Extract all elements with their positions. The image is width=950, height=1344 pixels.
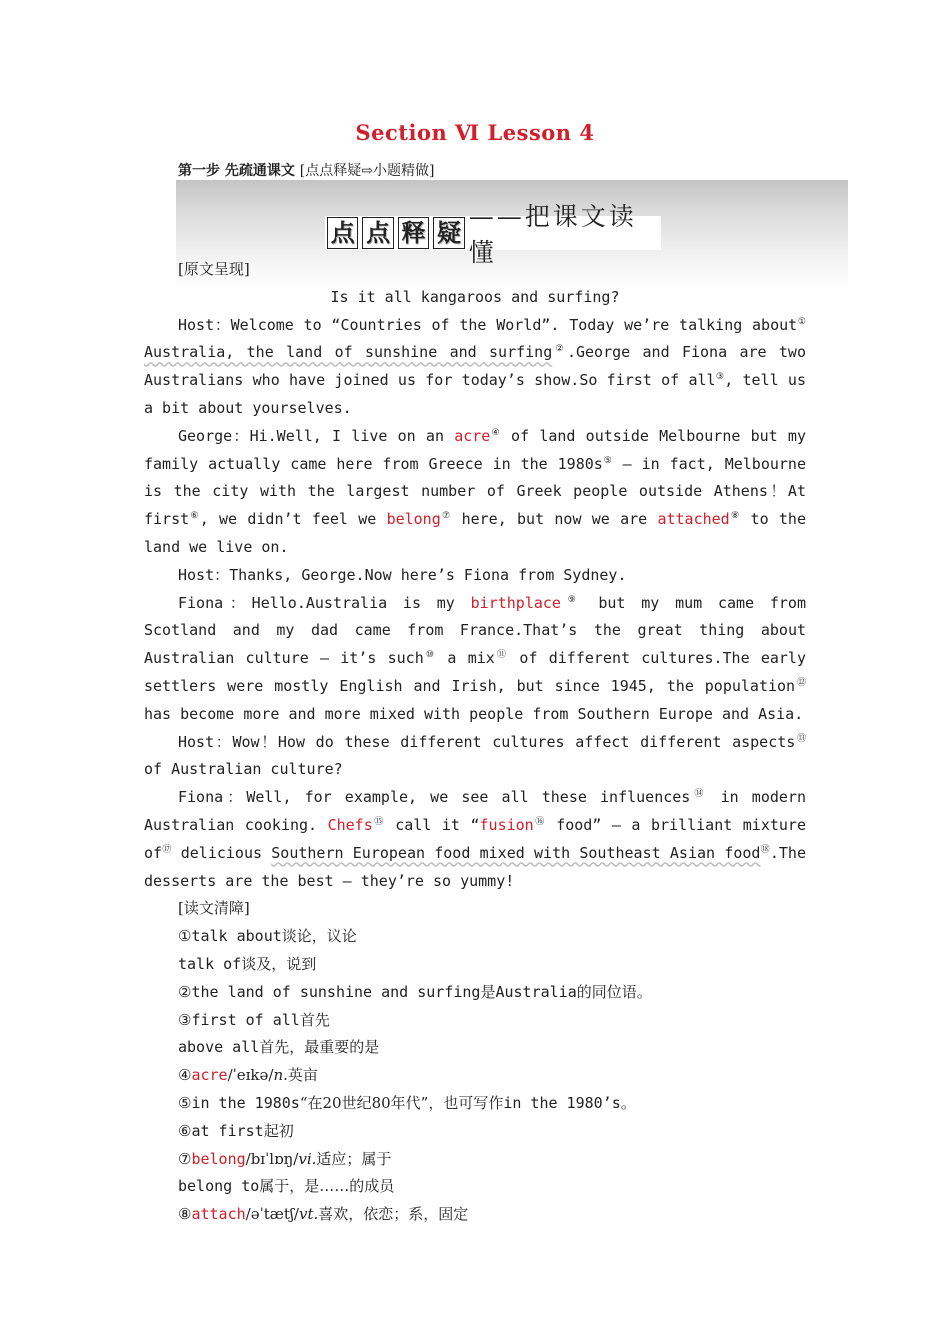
annotation-mark: ① xyxy=(797,316,806,327)
paragraph-fiona-1 xyxy=(144,590,806,729)
note-meaning: 起初 xyxy=(263,1121,294,1140)
text-span: a mix xyxy=(436,649,495,668)
phonetic: /ˈeɪkə/ xyxy=(227,1066,274,1085)
text-span: Fiona：Hello.Australia is my xyxy=(178,593,471,612)
note-item xyxy=(144,1090,806,1118)
note-term: Australia xyxy=(495,982,577,1001)
note-meaning: 的同位语。 xyxy=(576,982,652,1001)
text-span: here, but now we are xyxy=(451,510,658,529)
text-span: Host：Welcome to “Countries of the World”. Today we’re talking about xyxy=(178,315,798,334)
note-item xyxy=(144,1201,806,1229)
annotation-mark: ⑮ xyxy=(372,816,385,827)
annotation-mark: ⑪ xyxy=(494,650,509,661)
note-term: talk of xyxy=(178,954,242,973)
note-meaning: 英亩 xyxy=(287,1066,318,1085)
note-term: in the 1980s xyxy=(191,1093,300,1112)
highlight-word: fusion xyxy=(479,815,534,834)
note-term: belong to xyxy=(178,1177,260,1196)
note-meaning: 。 xyxy=(620,1093,636,1112)
note-marker: ⑤ xyxy=(178,1093,192,1112)
text-span: , we didn’t feel we xyxy=(199,510,387,529)
annotation-mark: ⑭ xyxy=(690,789,708,800)
annotation-mark: ⑦ xyxy=(440,511,452,522)
annotation-mark: ⑧ xyxy=(729,511,741,522)
annotation-mark: ⑨ xyxy=(560,594,583,605)
note-term: first of all xyxy=(191,1010,300,1029)
text-span: , tell us a bit about yourselves. xyxy=(144,371,806,417)
annotation-mark: ⑫ xyxy=(795,677,806,688)
note-item xyxy=(144,923,806,951)
note-item xyxy=(144,1118,806,1146)
underlined-phrase: Southern European food mixed with Southeast Asian food xyxy=(271,843,761,862)
text-span: has become more and more mixed with people from Southern Europe and Asia. xyxy=(144,704,804,723)
note-meaning: 喜欢，依恋；系，固定 xyxy=(318,1205,469,1224)
annotation-mark: ⑩ xyxy=(423,650,437,661)
highlight-word: birthplace xyxy=(470,593,561,612)
note-term: attach xyxy=(191,1205,246,1224)
note-marker: ② xyxy=(178,982,192,1001)
text-span: in modern Australian cooking. xyxy=(144,788,806,834)
annotation-mark: ⑥ xyxy=(189,511,200,522)
text-span: Host：Wow！How do these different cultures affect different aspects xyxy=(178,732,796,751)
banner-char: 疑 xyxy=(433,217,464,249)
paragraph-fiona-2 xyxy=(144,784,806,895)
note-term: belong xyxy=(191,1149,246,1168)
text-span: call it “ xyxy=(384,815,480,834)
annotation-mark: ⑬ xyxy=(795,733,806,744)
note-marker: ⑦ xyxy=(178,1149,192,1168)
text-span: of Australian culture? xyxy=(144,760,343,779)
text-span: delicious xyxy=(171,843,272,862)
annotation-mark: ② xyxy=(552,344,567,355)
page-title: Section Ⅵ Lesson 4 xyxy=(355,120,595,145)
banner-text: ——把课文读懂 xyxy=(468,202,637,267)
text-span: but my mum came from Scotland and my dad came from France.That’s the great thing about Australian culture — it’s such xyxy=(144,593,806,668)
text-span: to the land we live on. xyxy=(144,510,806,556)
note-meaning: 是 xyxy=(480,982,496,1001)
text-span: .George and Fiona are two Australians who have joined us for today’s show.So first of all xyxy=(144,343,806,390)
note-marker: ① xyxy=(178,927,192,946)
step-label: 第一步 先疏通课文 xyxy=(178,163,295,179)
banner-char: 点 xyxy=(362,217,393,249)
reading-notes-label: [读文清障] xyxy=(178,899,250,918)
original-text-label: [原文呈现] xyxy=(178,260,250,278)
underlined-phrase: Australia, the land of sunshine and surfing xyxy=(144,343,553,362)
note-item xyxy=(144,1173,806,1201)
banner-char: 释 xyxy=(398,217,429,249)
annotation-mark: ⑱ xyxy=(760,844,770,855)
step-bracket: [点点释疑⇨小题精做] xyxy=(299,163,435,179)
annotation-mark: ③ xyxy=(715,372,725,383)
text-span: of land outside Melbourne but my family actually came here from Greece in the 1980s xyxy=(144,426,806,473)
passage-heading: Is it all kangaroos and surfing? xyxy=(330,287,620,306)
note-item xyxy=(144,951,806,979)
annotation-mark: ⑰ xyxy=(162,844,172,855)
note-marker: ⑧ xyxy=(178,1205,192,1224)
note-item xyxy=(144,1062,806,1090)
highlight-word: Chefs xyxy=(327,815,373,834)
annotation-mark: ④ xyxy=(490,427,501,438)
text-span: George：Hi.Well, I live on an xyxy=(178,426,455,445)
note-item xyxy=(144,1007,806,1035)
highlight-word: attached xyxy=(657,510,730,529)
text-span: of different cultures.The early settlers were mostly English and Irish, but since 1945, the population xyxy=(144,649,806,695)
note-item xyxy=(144,1146,806,1174)
note-term: acre xyxy=(191,1066,228,1085)
lesson-content xyxy=(144,256,806,1229)
note-meaning: 谈论，议论 xyxy=(281,927,357,946)
note-item xyxy=(144,1034,806,1062)
paragraph-host-2: Host：Thanks, George.Now here’s Fiona from Sydney. xyxy=(178,565,627,584)
text-span: food” — a brilliant mixture of xyxy=(144,815,806,862)
part-of-speech: vi. xyxy=(298,1149,317,1168)
note-meaning: 首先，最重要的是 xyxy=(259,1038,380,1057)
text-span: — in fact, Melbourne is the city with the largest number of Greek people outside Athens！At first xyxy=(144,454,806,529)
highlight-word: belong xyxy=(386,510,441,529)
annotation-mark: ⑯ xyxy=(533,816,546,827)
banner-title-box xyxy=(325,202,661,267)
note-item xyxy=(144,979,806,1007)
note-meaning: 首先 xyxy=(299,1010,330,1029)
phonetic: /bɪˈlɒŋ/ xyxy=(245,1149,299,1168)
banner-char: 点 xyxy=(327,217,358,249)
annotation-mark: ⑤ xyxy=(602,455,613,466)
note-marker: ③ xyxy=(178,1010,192,1029)
note-term: at first xyxy=(191,1121,264,1140)
note-term: in the 1980’s xyxy=(503,1093,621,1112)
note-meaning: 属于，是……的成员 xyxy=(259,1177,395,1196)
paragraph-george xyxy=(144,423,806,562)
phonetic: /əˈtætʃ/ xyxy=(245,1205,299,1224)
note-term: the land of sunshine and surfing xyxy=(191,982,481,1001)
note-meaning: 谈及，说到 xyxy=(241,954,317,973)
step-heading xyxy=(178,160,434,180)
text-span: .The desserts are the best — they’re so yummy! xyxy=(144,843,806,890)
note-term: above all xyxy=(178,1038,260,1057)
paragraph-host-1 xyxy=(144,312,806,423)
note-meaning: “在20世纪80年代”，也可写作 xyxy=(299,1093,504,1112)
note-meaning: 适应；属于 xyxy=(316,1149,392,1168)
highlight-word: acre xyxy=(454,426,491,445)
note-marker: ④ xyxy=(178,1066,192,1085)
part-of-speech: n. xyxy=(273,1066,288,1085)
paragraph-host-3 xyxy=(144,729,806,785)
note-marker: ⑥ xyxy=(178,1121,192,1140)
note-term: talk about xyxy=(191,927,282,946)
text-span: Fiona：Well, for example, we see all these influences xyxy=(178,788,691,807)
part-of-speech: vt. xyxy=(298,1205,319,1224)
